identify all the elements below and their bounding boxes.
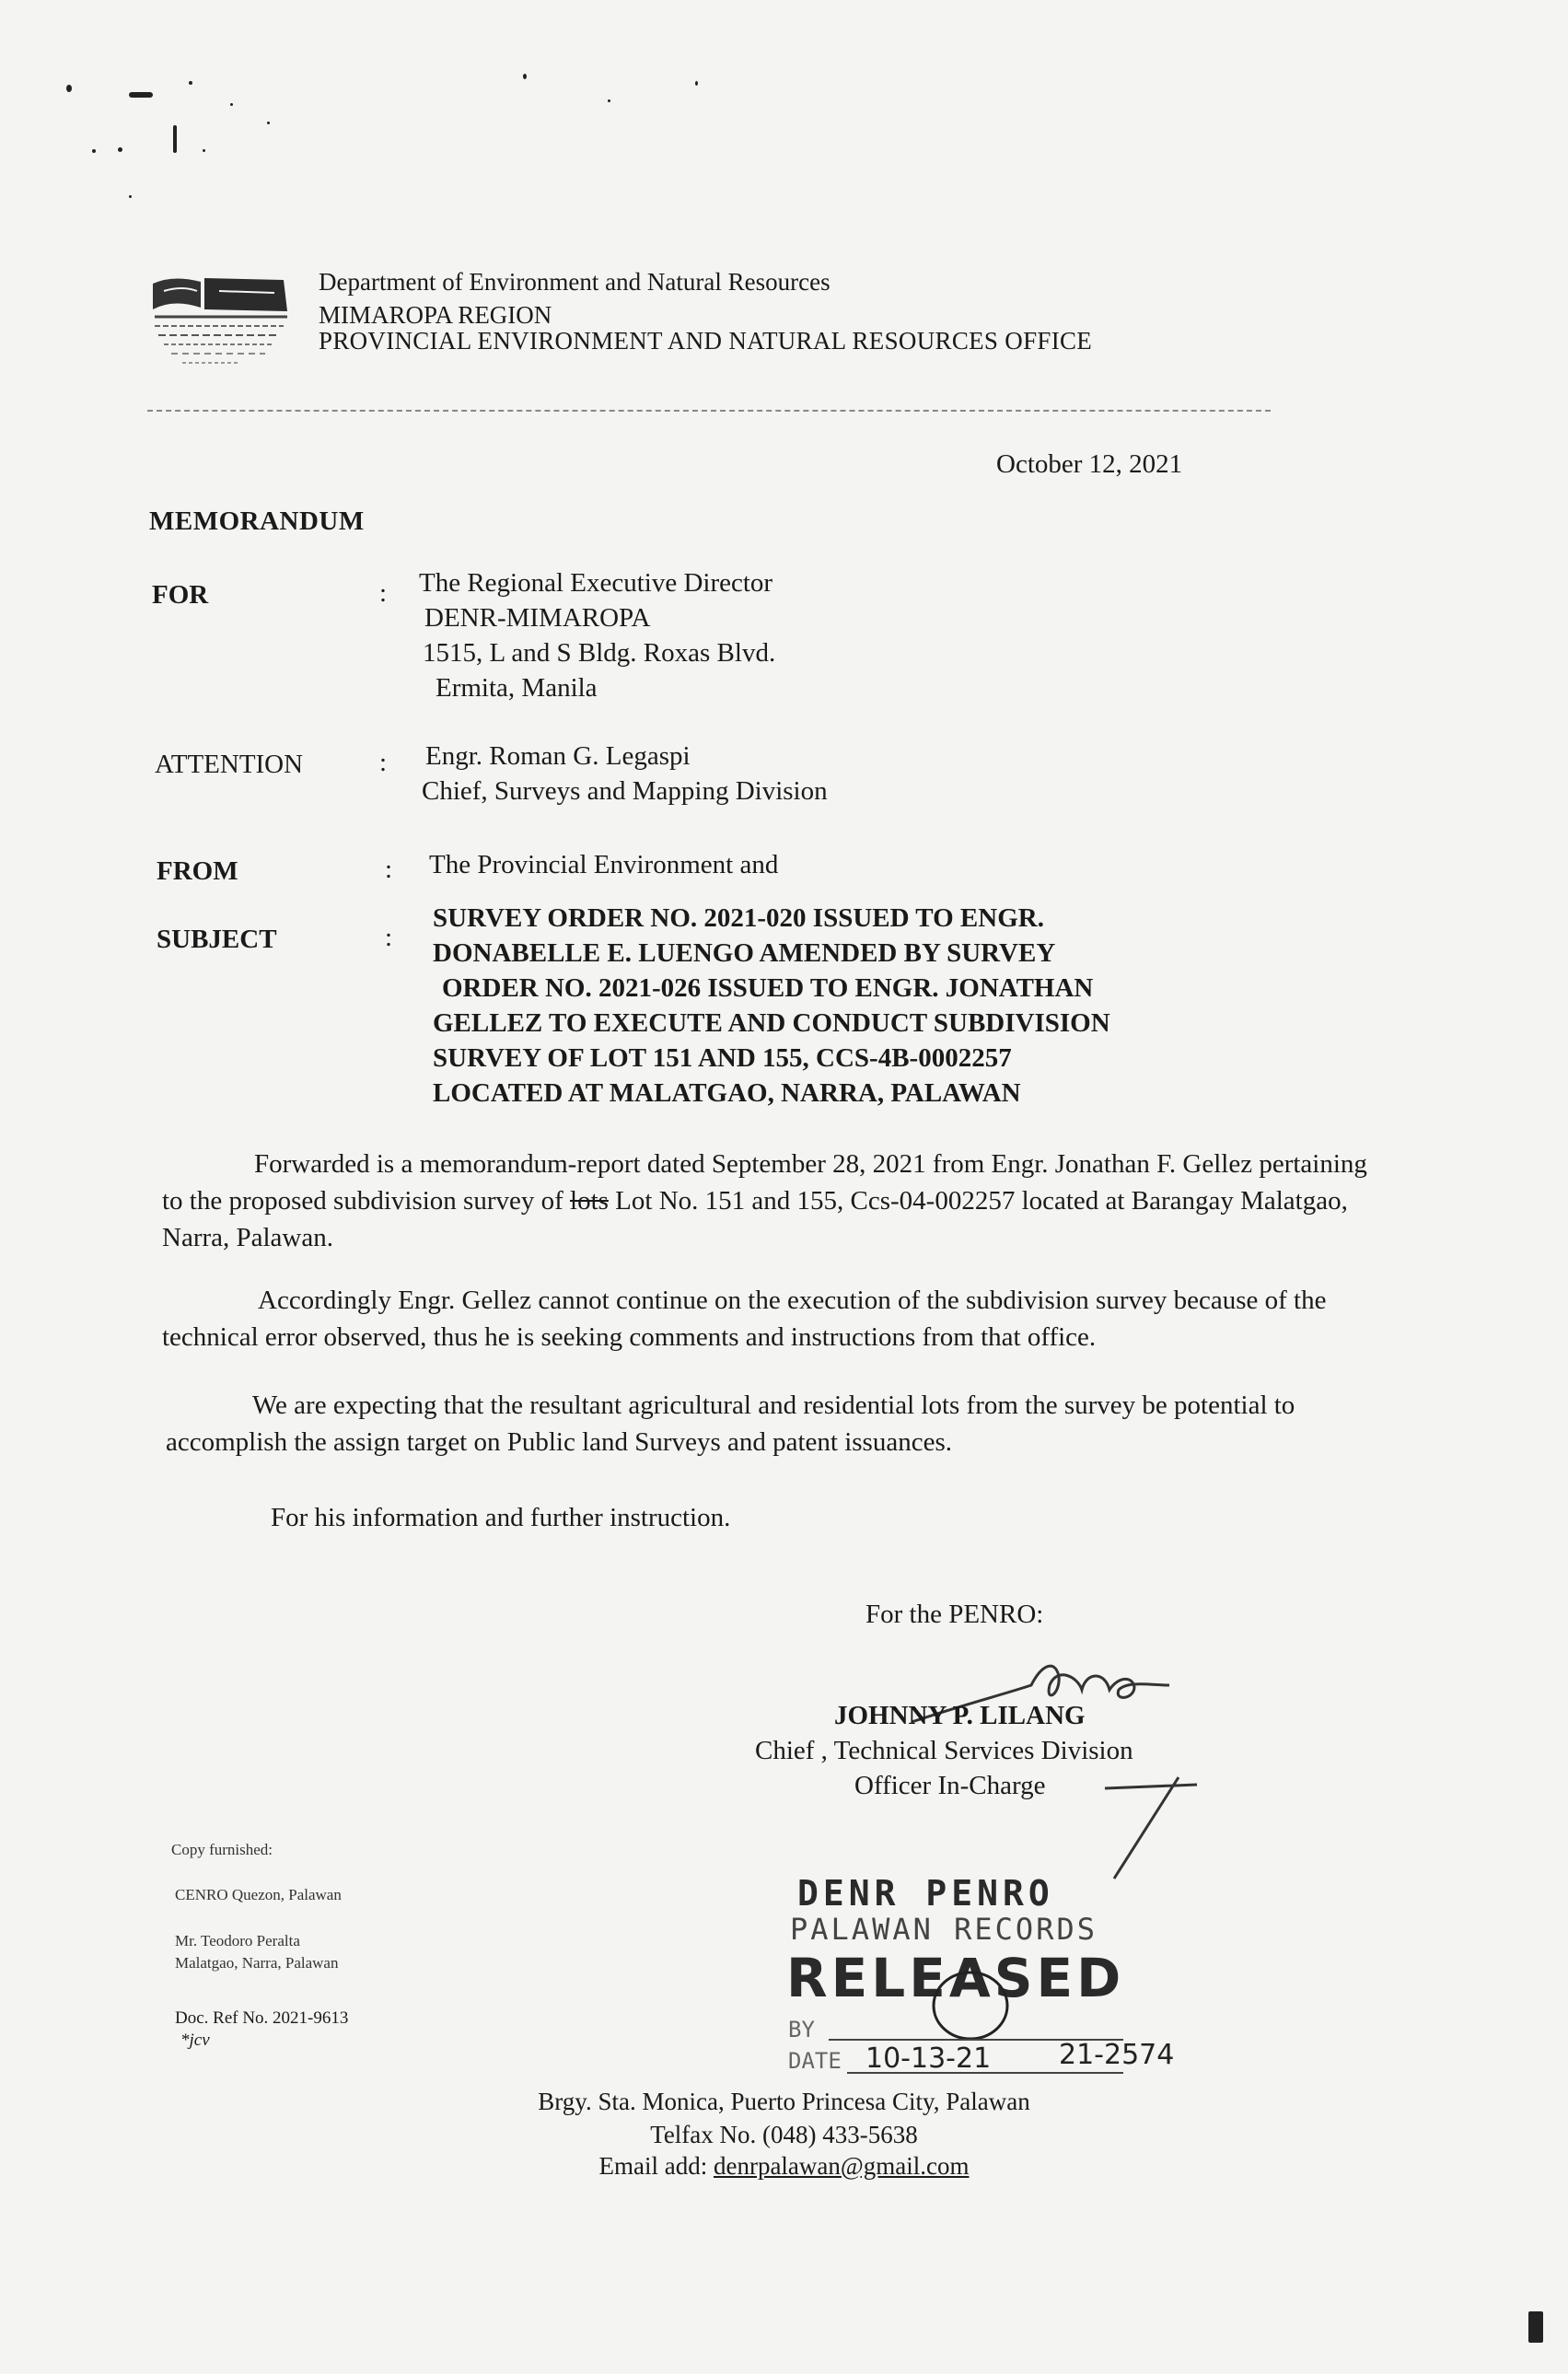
for-line: 1515, L and S Bldg. Roxas Blvd. (423, 638, 776, 668)
from-colon: : (385, 855, 393, 884)
for-line: DENR-MIMAROPA (424, 603, 651, 633)
copy-recipient: Mr. Teodoro Peralta (175, 1932, 300, 1949)
header-divider (147, 410, 1271, 412)
attention-line: Chief, Surveys and Mapping Division (422, 776, 828, 806)
subject-line: LOCATED AT MALATGAO, NARRA, PALAWAN (433, 1078, 1021, 1108)
body-paragraph-2 (162, 1282, 1368, 1356)
from-label: FROM (157, 856, 238, 886)
email-link[interactable]: denrpalawan@gmail.com (713, 2152, 970, 2180)
body-text: Accordingly Engr. Gellez cannot continue on the execution of the subdivision survey because of the technical error observed, thus he is seeking comments and instructions from that office. (162, 1286, 1327, 1352)
stamp-released: RELEASED (786, 1947, 1125, 2009)
subject-line: ORDER NO. 2021-026 ISSUED TO ENGR. JONATHAN (442, 973, 1094, 1003)
footer-telfax: Telfax No. (048) 433-5638 (650, 2121, 918, 2148)
struck-text: lots (570, 1186, 609, 1216)
subject-label: SUBJECT (157, 925, 277, 954)
stamp-date-value: 10-13-21 (865, 2042, 992, 2075)
subject-text (433, 901, 1243, 1111)
body-paragraph-3 (166, 1387, 1372, 1460)
subject-line: SURVEY OF LOT 151 AND 155, CCS-4B-0002257 (433, 1043, 1012, 1073)
office-name: PROVINCIAL ENVIRONMENT AND NATURAL RESOURCES OFFICE (319, 327, 1093, 355)
agency-name: Department of Environment and Natural Resources (319, 268, 830, 296)
stamp-by-label: BY (788, 2017, 815, 2042)
for-penro-line: For the PENRO: (865, 1600, 1044, 1629)
stamp-office: DENR PENRO (797, 1873, 1054, 1914)
stamp-date-line (847, 2072, 1123, 2074)
for-line: The Regional Executive Director (419, 568, 773, 598)
body-text: Forwarded is a memorandum-report dated September 28, 2021 from Engr. Jonathan F. Gellez pertaining to the proposed subdivision survey of (162, 1149, 1367, 1216)
subject-line: GELLEZ TO EXECUTE AND CONDUCT SUBDIVISION (433, 1008, 1110, 1038)
copy-recipient: Malatgao, Narra, Palawan (175, 1954, 339, 1972)
stamp-date-label: DATE (788, 2048, 842, 2074)
subject-colon: : (385, 923, 393, 952)
for-line: Ermita, Manila (436, 673, 598, 703)
stamp-number-value: 21-2574 (1059, 2039, 1175, 2071)
memo-date: October 12, 2021 (996, 449, 1183, 479)
copy-furnished-label: Copy furnished: (171, 1841, 273, 1858)
subject-line: SURVEY ORDER NO. 2021-020 ISSUED TO ENGR. (433, 903, 1044, 933)
body-text: Lot No. 151 and 155, Ccs-04-002257 located at Barangay Malatgao, Narra, Palawan. (162, 1186, 1348, 1252)
doc-ref-number: Doc. Ref No. 2021-9613 (175, 2008, 349, 2028)
pen-stroke-icon (1086, 1768, 1215, 1897)
footer-address: Brgy. Sta. Monica, Puerto Princesa City, Palawan (538, 2088, 1030, 2115)
subject-line: DONABELLE E. LUENGO AMENDED BY SURVEY (433, 938, 1056, 968)
attention-label: ATTENTION (155, 750, 304, 779)
footer-email (0, 2149, 1568, 2183)
memo-title: MEMORANDUM (149, 506, 365, 536)
body-text: For his information and further instruction. (271, 1503, 731, 1532)
for-colon: : (379, 578, 388, 608)
for-addressee (419, 565, 775, 705)
body-paragraph-1 (162, 1146, 1368, 1256)
attention-line: Engr. Roman G. Legaspi (425, 741, 691, 771)
body-text: We are expecting that the resultant agricultural and residential lots from the survey be potential to accomplish the assign target on Public land Surveys and patent issuances. (166, 1391, 1295, 1457)
body-paragraph-4 (271, 1499, 1477, 1536)
for-label: FOR (152, 580, 209, 610)
copy-recipient: CENRO Quezon, Palawan (175, 1886, 342, 1903)
region-name: MIMAROPA REGION (319, 301, 552, 329)
signatory-name: JOHNNY P. LILANG (834, 1701, 1086, 1730)
email-label: Email add: (598, 2152, 714, 2180)
typist-initials: *jcv (180, 2031, 210, 2050)
denr-logo-icon (145, 271, 293, 381)
signatory-role: Officer In-Charge (854, 1771, 1046, 1800)
signatory-title: Chief , Technical Services Division (755, 1736, 1133, 1765)
stamp-records: PALAWAN RECORDS (790, 1912, 1098, 1947)
attention-colon: : (379, 748, 388, 777)
attention-addressee (422, 739, 828, 809)
from-text: The Provincial Environment and (429, 850, 779, 879)
